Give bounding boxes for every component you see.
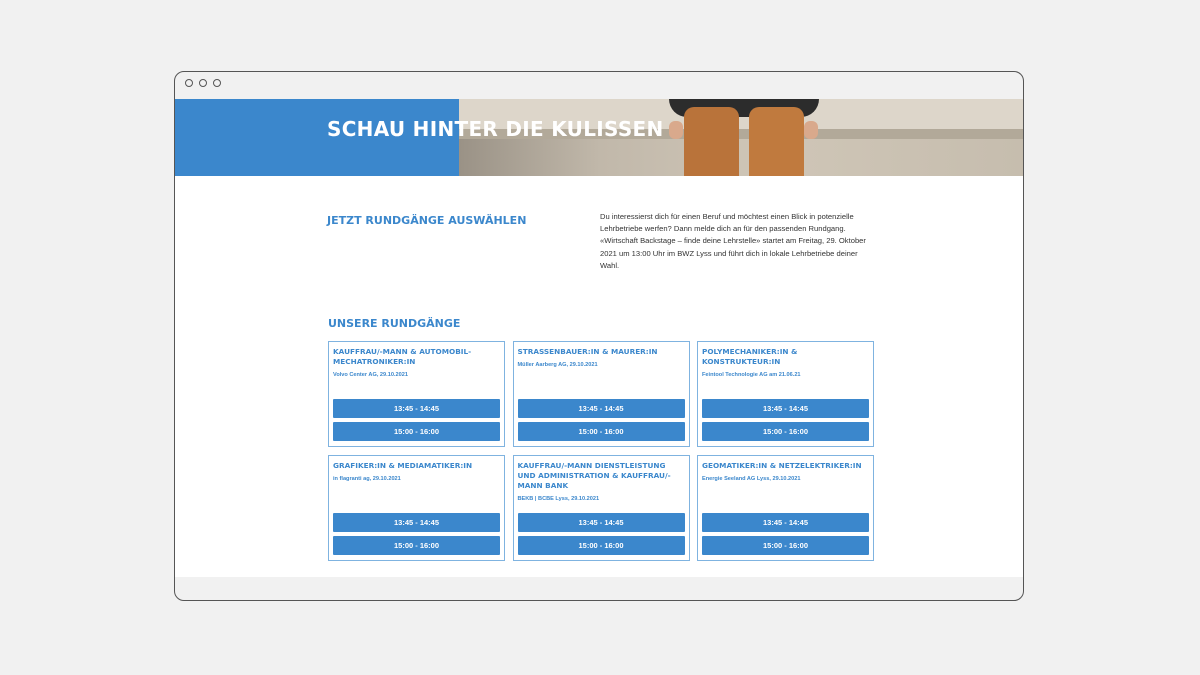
tour-card-title [333, 461, 498, 483]
time-slot-button[interactable]: 13:45 - 14:45 [518, 399, 685, 418]
time-slot-button[interactable]: 15:00 - 16:00 [333, 536, 500, 555]
photo-person-leg [749, 107, 804, 176]
tour-card-title [702, 347, 867, 379]
intro-text: Du interessierst dich für einen Beruf und möchtest einen Blick in potenzielle Lehrbetriebe werfen? Dann melde dich an für den passenden Rundgang. «Wirtschaft Backstage – finde deine Lehrstelle» startet am Freitag, 29. Oktober 2021 um 13:00 Uhr im BWZ Lyss und führt dich in lokale Lehrbetriebe deiner Wahl. [600, 212, 866, 270]
time-slot-button[interactable]: 13:45 - 14:45 [702, 399, 869, 418]
tours-heading: UNSERE RUNDGÄNGE [328, 317, 461, 330]
time-slot-button[interactable]: 15:00 - 16:00 [518, 422, 685, 441]
tour-card [697, 455, 874, 561]
photo-person-leg [684, 107, 739, 176]
tour-title-text: POLYMECHANIKER:IN & KONSTRUKTEUR:IN [702, 347, 798, 366]
tour-card [328, 455, 505, 561]
tour-card-title [518, 461, 683, 503]
tour-company: Energie Seeland AG Lyss, 29.10.2021 [702, 476, 801, 482]
close-window-dot[interactable] [185, 79, 193, 87]
tour-title-text: STRASSENBAUER:IN & MAURER:IN [517, 347, 658, 356]
time-slot-button[interactable]: 13:45 - 14:45 [333, 399, 500, 418]
time-slot-button[interactable]: 13:45 - 14:45 [702, 513, 869, 532]
tour-card [328, 341, 505, 447]
hero-title: SCHAU HINTER DIE KULISSEN [327, 117, 664, 141]
tour-company: Feintool Technologie AG am 21.06.21 [702, 372, 801, 378]
time-slot-button[interactable]: 15:00 - 16:00 [333, 422, 500, 441]
photo-person-hand [804, 121, 818, 139]
page-viewport [175, 99, 1023, 577]
maximize-window-dot[interactable] [213, 79, 221, 87]
minimize-window-dot[interactable] [199, 79, 207, 87]
intro-heading: JETZT RUNDGÄNGE AUSWÄHLEN [327, 214, 527, 227]
browser-window [174, 71, 1024, 601]
tour-card [697, 341, 874, 447]
tour-company: in flagranti ag, 29.10.2021 [333, 476, 401, 482]
time-slot-button[interactable]: 15:00 - 16:00 [518, 536, 685, 555]
time-slot-button[interactable]: 15:00 - 16:00 [702, 536, 869, 555]
tour-card [513, 455, 690, 561]
tour-card [513, 341, 690, 447]
tour-card-grid [328, 341, 874, 561]
tour-company: BEKB | BCBE Lyss, 29.10.2021 [517, 496, 600, 502]
hero-banner [175, 99, 1023, 176]
time-slot-button[interactable]: 13:45 - 14:45 [518, 513, 685, 532]
tour-card-title [702, 461, 867, 483]
tour-company: Müller Aarberg AG, 29.10.2021 [517, 362, 598, 368]
tour-title-text: KAUFFRAU/-MANN DIENSTLEISTUNG UND ADMINISTRATION & KAUFFRAU/-MANN BANK [517, 461, 671, 490]
tour-title-text: GRAFIKER:IN & MEDIAMATIKER:IN [333, 461, 473, 470]
tour-title-text: KAUFFRAU/-MANN & AUTOMOBIL-MECHATRONIKER:IN [333, 347, 472, 366]
time-slot-button[interactable]: 15:00 - 16:00 [702, 422, 869, 441]
tour-card-title [333, 347, 498, 379]
window-controls [185, 79, 221, 87]
tour-card-title [518, 347, 683, 369]
tour-company: Volvo Center AG, 29.10.2021 [333, 372, 408, 378]
tour-title-text: GEOMATIKER:IN & NETZELEKTRIKER:IN [702, 461, 862, 470]
photo-person-hand [669, 121, 683, 139]
time-slot-button[interactable]: 13:45 - 14:45 [333, 513, 500, 532]
